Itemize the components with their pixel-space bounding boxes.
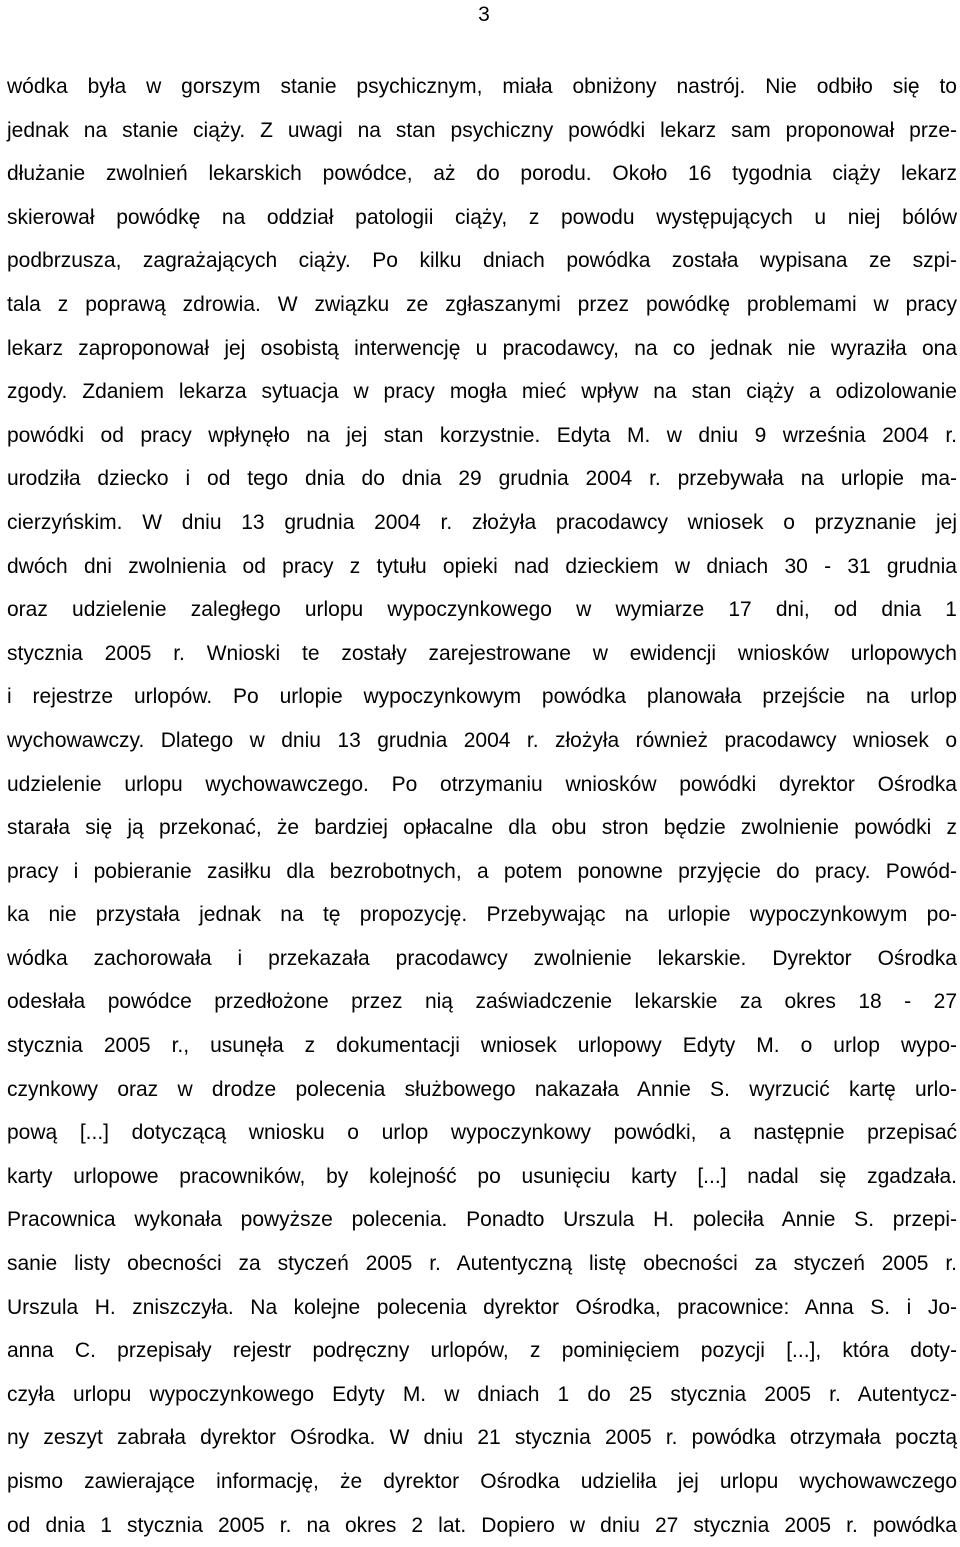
text-line: tala z poprawą zdrowia. W związku ze zgłaszanymi przez powódkę problemami w pracy xyxy=(7,292,957,316)
text-line: od dnia 1 stycznia 2005 r. na okres 2 lat. Dopiero w dniu 27 stycznia 2005 r. powódka xyxy=(7,1513,957,1537)
text-line: pismo zawierające informację, że dyrektor Ośrodka udzieliła jej urlopu wychowawczego xyxy=(7,1470,957,1493)
body-text xyxy=(7,65,957,1547)
text-line: karty urlopowe pracowników, by kolejność po usunięciu karty [...] nadal się zgadzała. xyxy=(7,1164,957,1188)
text-line: stycznia 2005 r. Wnioski te zostały zarejestrowane w ewidencji wniosków urlopowych xyxy=(7,641,957,665)
text-line: czyła urlopu wypoczynkowego Edyty M. w dniach 1 do 25 stycznia 2005 r. Autentycz- xyxy=(7,1382,957,1406)
text-line: powódki od pracy wpłynęło na jej stan korzystnie. Edyta M. w dniu 9 września 2004 r. xyxy=(7,423,957,447)
text-line: Urszula H. zniszczyła. Na kolejne polecenia dyrektor Ośrodka, pracownice: Anna S. i Jo- xyxy=(7,1295,957,1319)
page-number: 3 xyxy=(478,3,490,26)
text-line: jednak na stanie ciąży. Z uwagi na stan psychiczny powódki lekarz sam proponował prze- xyxy=(7,118,957,142)
text-line: cierzyńskim. W dniu 13 grudnia 2004 r. złożyła pracodawcy wniosek o przyznanie jej xyxy=(7,510,957,534)
text-line: czynkowy oraz w drodze polecenia służbowego nakazała Annie S. wyrzucić kartę urlo- xyxy=(7,1077,957,1101)
text-line: dłużanie zwolnień lekarskich powódce, aż do porodu. Około 16 tygodnia ciąży lekarz xyxy=(7,162,957,186)
text-line: odesłała powódce przedłożone przez nią zaświadczenie lekarskie za okres 18 - 27 xyxy=(7,990,957,1014)
text-line: oraz udzielenie zaległego urlopu wypoczynkowego w wymiarze 17 dni, od dnia 1 xyxy=(7,598,957,622)
text-line: wódka była w gorszym stanie psychicznym, miała obniżony nastrój. Nie odbiło się to xyxy=(7,75,957,98)
text-line: sanie listy obecności za styczeń 2005 r. Autentyczną listę obecności za styczeń 2005 r. xyxy=(7,1252,957,1276)
text-line: dwóch dni zwolnienia od pracy z tytułu opieki nad dzieckiem w dniach 30 - 31 grudnia xyxy=(7,554,957,578)
text-line: anna C. przepisały rejestr podręczny urlopów, z pominięciem pozycji [...], która doty- xyxy=(7,1339,957,1363)
text-line: Pracownica wykonała powyższe polecenia. Ponadto Urszula H. poleciła Annie S. przepi- xyxy=(7,1208,957,1232)
text-line: udzielenie urlopu wychowawczego. Po otrzymaniu wniosków powódki dyrektor Ośrodka xyxy=(7,772,957,796)
text-line: i rejestrze urlopów. Po urlopie wypoczynkowym powódka planowała przejście na urlop xyxy=(7,685,957,709)
text-line: urodziła dziecko i od tego dnia do dnia 29 grudnia 2004 r. przebywała na urlopie ma- xyxy=(7,467,957,491)
text-line: pracy i pobieranie zasiłku dla bezrobotnych, a potem ponowne przyjęcie do pracy. Powód- xyxy=(7,859,957,883)
text-line: podbrzusza, zagrażających ciąży. Po kilku dniach powódka została wypisana ze szpi- xyxy=(7,249,957,273)
text-line: pową [...] dotyczącą wniosku o urlop wypoczynkowy powódki, a następnie przepisać xyxy=(7,1121,957,1145)
text-line: ka nie przystała jednak na tę propozycję. Przebywając na urlopie wypoczynkowym po- xyxy=(7,903,957,927)
text-line: stycznia 2005 r., usunęła z dokumentacji wniosek urlopowy Edyty M. o urlop wypo- xyxy=(7,1034,957,1058)
text-line: skierował powódkę na oddział patologii ciąży, z powodu występujących u niej bólów xyxy=(7,205,957,229)
text-line: ny zeszyt zabrała dyrektor Ośrodka. W dniu 21 stycznia 2005 r. powódka otrzymała pocztą xyxy=(7,1426,957,1450)
text-line: zgody. Zdaniem lekarza sytuacja w pracy mogła mieć wpływ na stan ciąży a odizolowanie xyxy=(7,380,957,404)
text-line: wódka zachorowała i przekazała pracodawcy zwolnienie lekarskie. Dyrektor Ośrodka xyxy=(7,946,957,970)
text-line: wychowawczy. Dlatego w dniu 13 grudnia 2004 r. złożyła również pracodawcy wniosek o xyxy=(7,728,957,752)
text-line: lekarz zaproponował jej osobistą interwencję u pracodawcy, na co jednak nie wyraziła ona xyxy=(7,336,957,360)
text-line: starała się ją przekonać, że bardziej opłacalne dla obu stron będzie zwolnienie powódki z xyxy=(7,816,957,840)
